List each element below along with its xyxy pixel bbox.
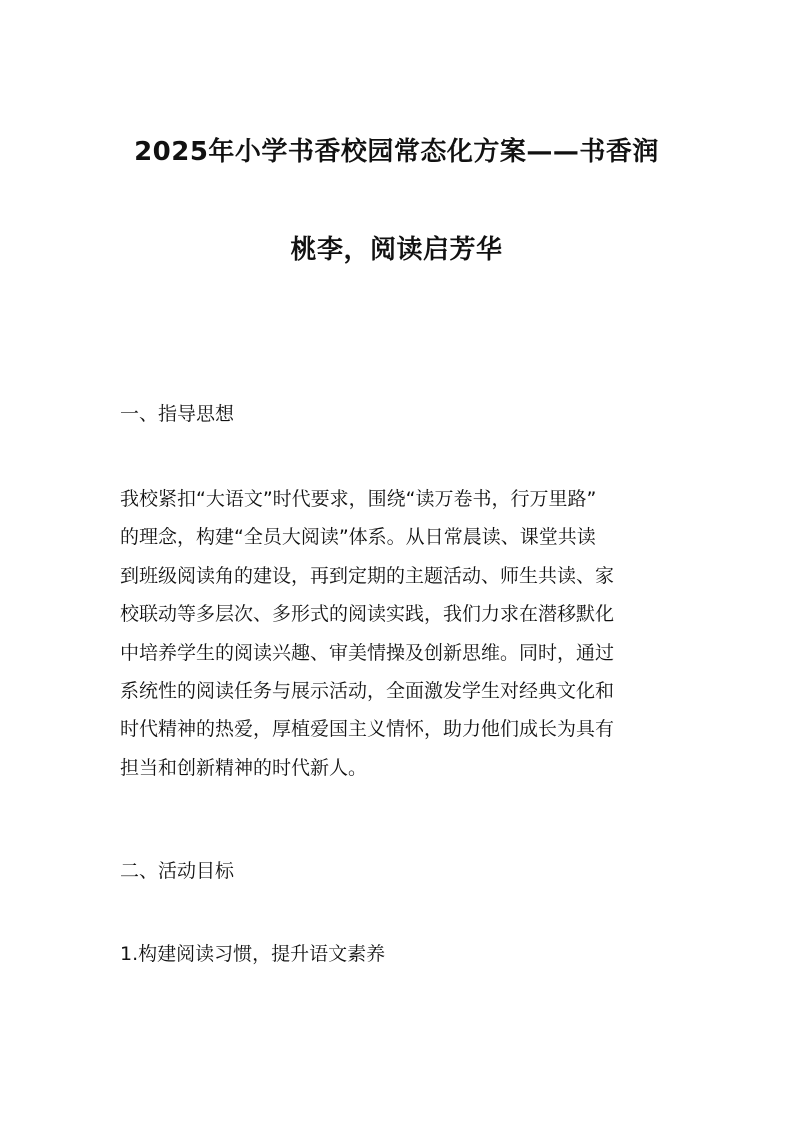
paragraph-line: 系统性的阅读任务与展示活动，全面激发学生对经典文化和 <box>120 679 615 702</box>
subheading-reading-habits: 1.构建阅读习惯，提升语文素养 <box>120 943 386 965</box>
paragraph-line: 中培养学生的阅读兴趣、审美情操及创新思维。同时，通过 <box>120 641 615 664</box>
document-title-line-1: 2025年小学书香校园常态化方案——书香润 <box>134 137 659 167</box>
section-heading-guiding-ideology: 一、指导思想 <box>120 403 235 425</box>
section-heading-activity-goals: 二、活动目标 <box>120 860 235 882</box>
paragraph-line: 的理念，构建“全员大阅读”体系。从日常晨读、课堂共读 <box>120 526 596 549</box>
section-paragraph-guiding-ideology <box>120 480 680 787</box>
paragraph-line: 担当和创新精神的时代新人。 <box>120 756 368 779</box>
paragraph-line: 时代精神的热爱，厚植爱国主义情怀，助力他们成长为具有 <box>120 718 615 741</box>
paragraph-line: 到班级阅读角的建设，再到定期的主题活动、师生共读、家 <box>120 564 615 587</box>
paragraph-line: 我校紧扣“大语文”时代要求，围绕“读万卷书，行万里路” <box>120 488 597 510</box>
document-title-line-2: 桃李，阅读启芳华 <box>290 235 503 265</box>
paragraph-line: 校联动等多层次、多形式的阅读实践，我们力求在潜移默化 <box>120 603 615 626</box>
